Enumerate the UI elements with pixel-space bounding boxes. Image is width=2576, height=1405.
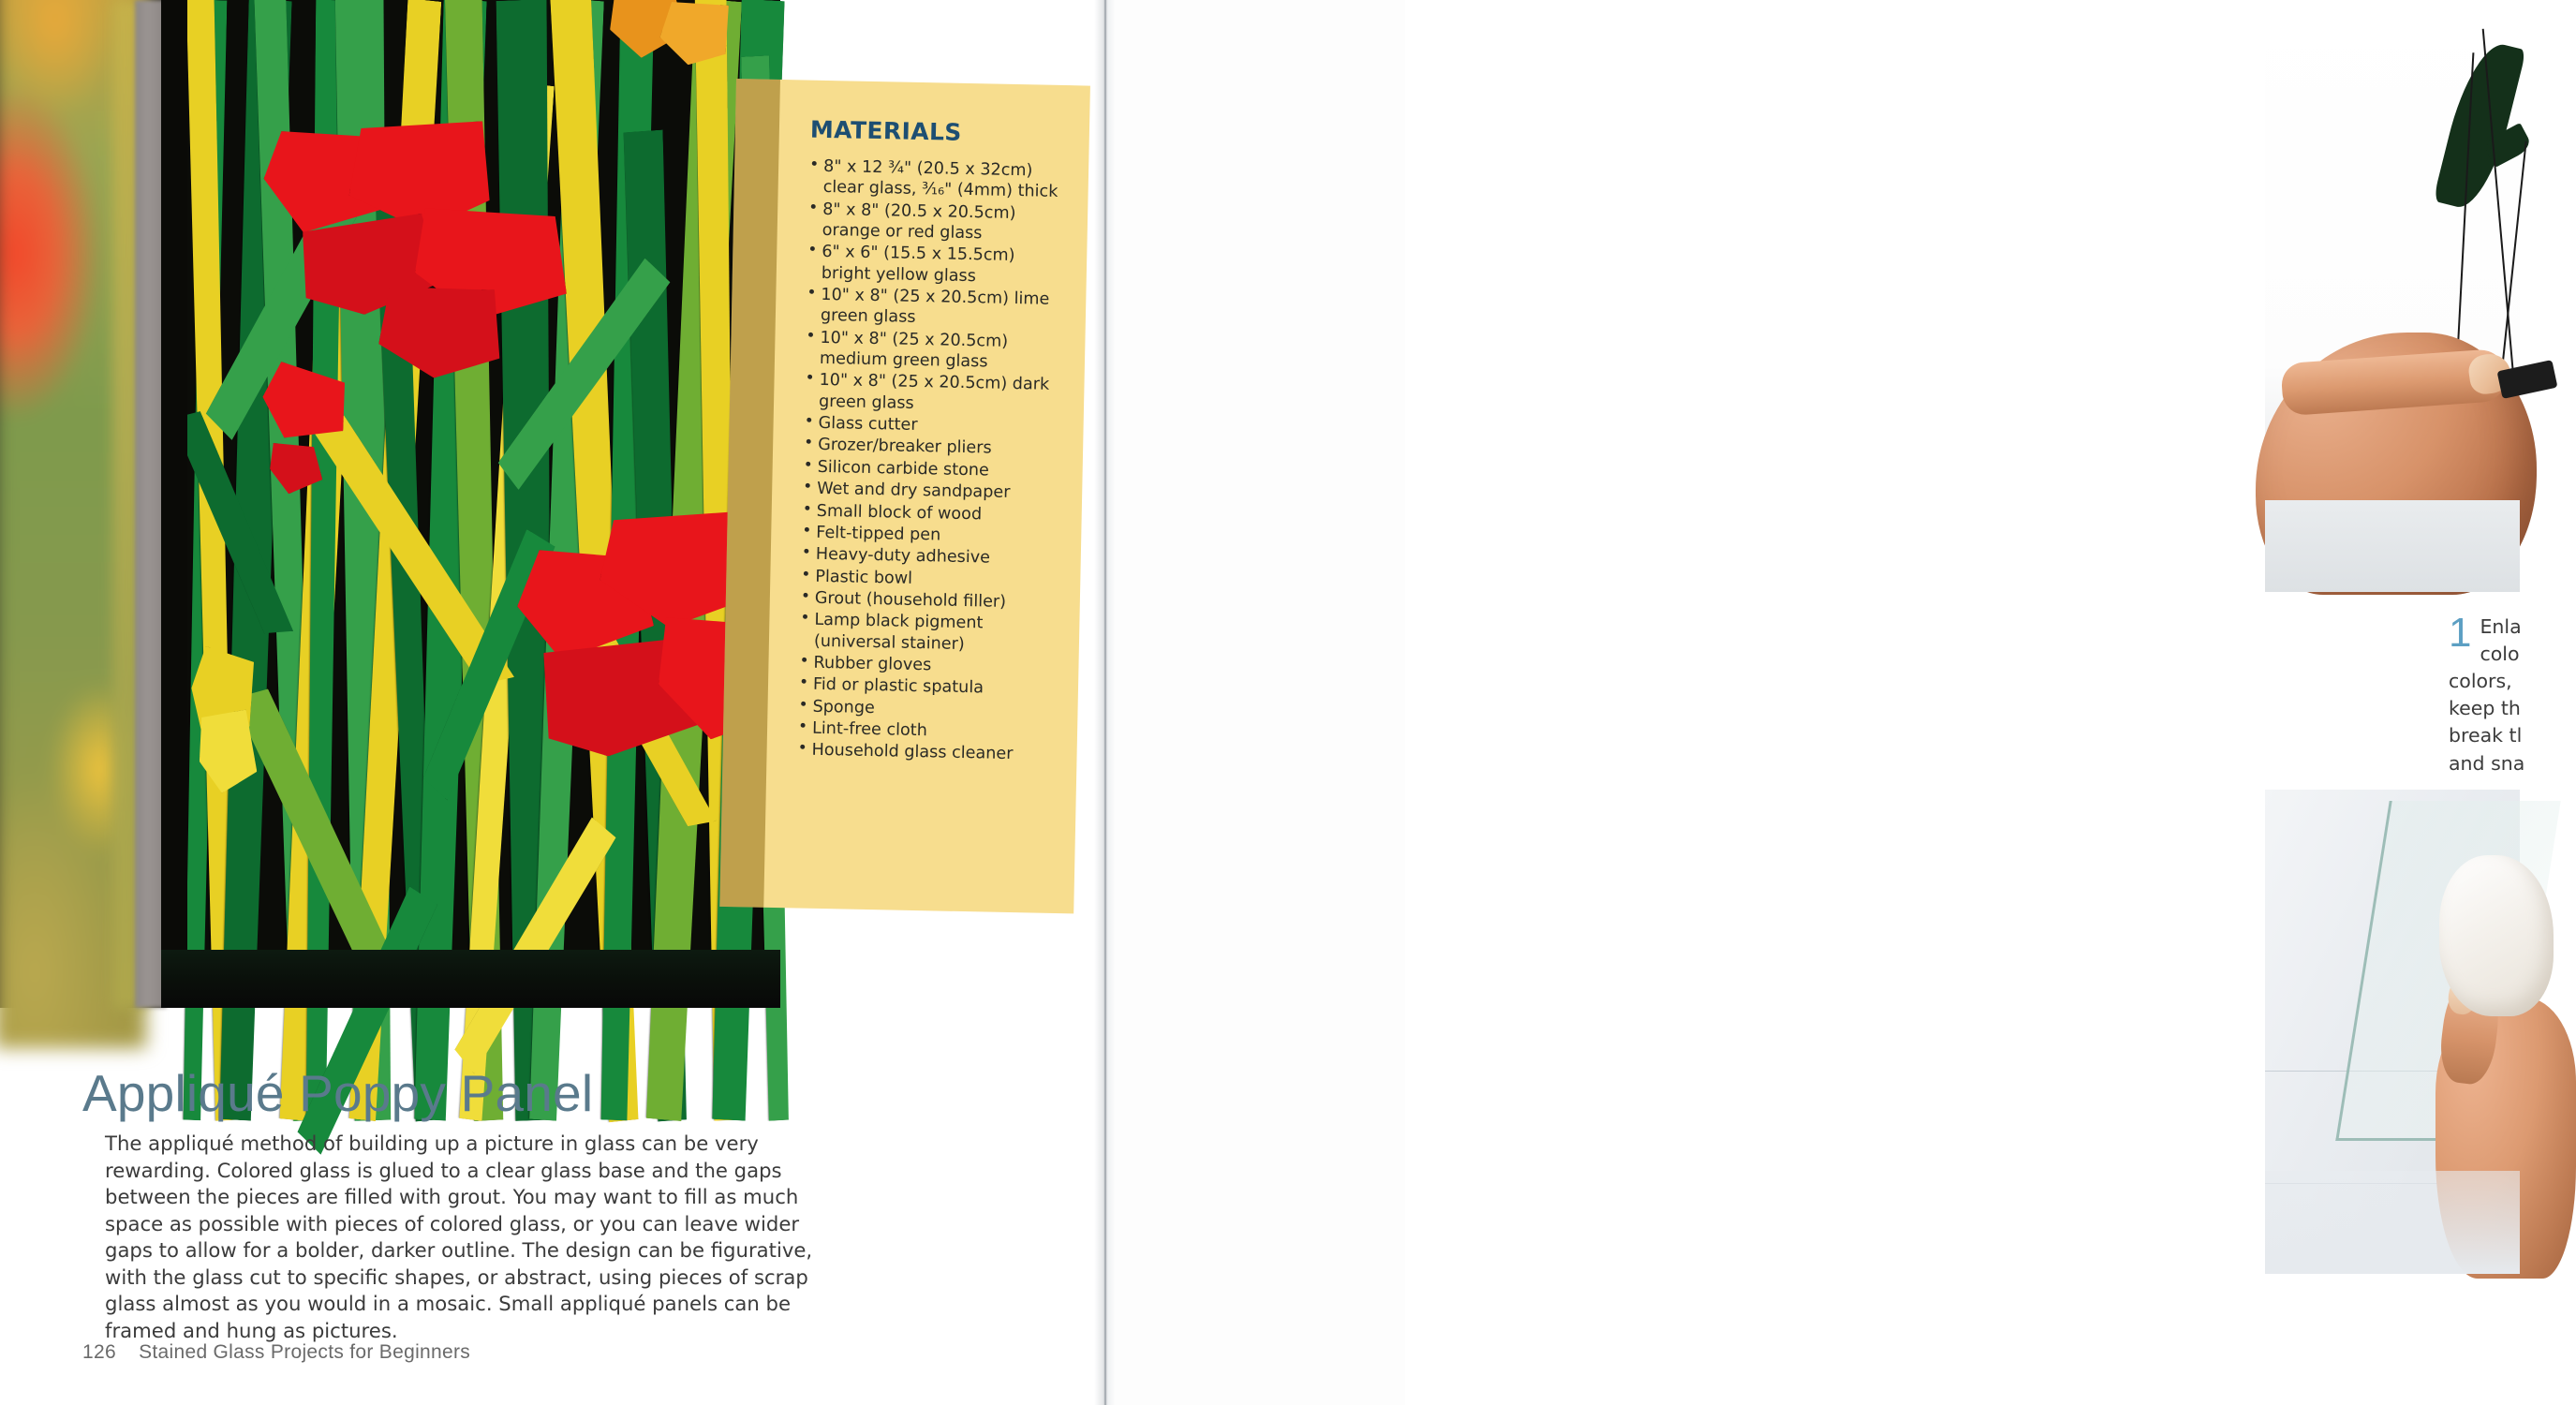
panel-bottom-frame [161,950,780,1008]
page-number: 126 [82,1341,116,1363]
material-item: • Heavy-duty adhesive [802,544,1053,570]
materials-list [797,156,1060,766]
step-text: Enla colo colors, keep th break tl and sna [2449,615,2525,775]
material-item: • Grout (household filler) [801,587,1052,614]
material-item: • Glass cutter [804,413,1055,439]
right-page [1115,0,2525,1405]
material-item: • Plastic bowl [801,566,1052,592]
step-1-instructions [2449,610,2533,777]
stained-glass-panel-photo [0,0,780,1008]
glass-panel-artwork [161,0,780,1008]
work-surface [2265,500,2520,592]
running-title: Stained Glass Projects for Beginners [139,1341,471,1363]
material-item: • Felt-tipped pen [802,522,1053,548]
page-gutter-line [1104,0,1106,1405]
materials-note-content [797,116,1061,767]
page-footer [82,1341,470,1364]
step2-photo-cleaning-glass [2265,790,2520,1274]
material-item: • Wet and dry sandpaper [803,479,1054,505]
material-item: • Grozer/breaker pliers [804,435,1055,461]
material-item: • Household glass cleaner [797,740,1048,766]
material-item: • 10" x 8" (25 x 20.5cm) medium green glass [806,327,1058,374]
step-number: 1 [2449,610,2472,656]
material-item: • 10" x 8" (25 x 20.5cm) dark green glass [805,370,1057,417]
material-item: • 8" x 12 ¾" (20.5 x 32cm) clear glass, ³⁄₁₆" (4mm) thick [808,156,1060,203]
material-item: • Sponge [798,696,1049,722]
step1-photo-pen-tracing [2265,0,2520,592]
material-item: • 8" x 8" (20.5 x 20.5cm) orange or red glass [808,199,1060,245]
lint-free-cloth [2439,855,2554,1016]
work-surface [2265,1171,2520,1274]
material-item: • Silicon carbide stone [803,456,1054,482]
material-item: • 10" x 8" (25 x 20.5cm) lime green glass [807,285,1059,332]
material-item: • Fid or plastic spatula [799,674,1050,701]
page-title: Appliqué Poppy Panel [82,1063,594,1122]
article-intro-paragraph: The appliqué method of building up a picture in glass can be very rewarding. Colored glass is glued to a clear glass base and the gaps between the pieces are filled with grout. You may want to fill as much space as possible with pieces of colored glass, or you can leave wider gaps to allow for a bolder, darker outline. The design can be figurative, with the glass cut to specific shapes, or abstract, using pieces of scrap glass almost as you would in a mosaic. Small appliqué panels can be framed and hung as pictures. [105,1131,813,1342]
materials-heading: MATERIALS [809,115,963,146]
material-item: • Lint-free cloth [798,717,1049,744]
material-item: • Small block of wood [803,500,1054,526]
material-item: • Lamp black pigment (universal stainer) [800,610,1052,657]
material-item: • 6" x 6" (15.5 x 15.5cm) bright yellow glass [807,242,1059,288]
material-item: • Rubber gloves [799,652,1050,678]
left-page [0,0,1102,1405]
panel-left-frame [161,0,187,1008]
materials-note [719,79,1090,913]
